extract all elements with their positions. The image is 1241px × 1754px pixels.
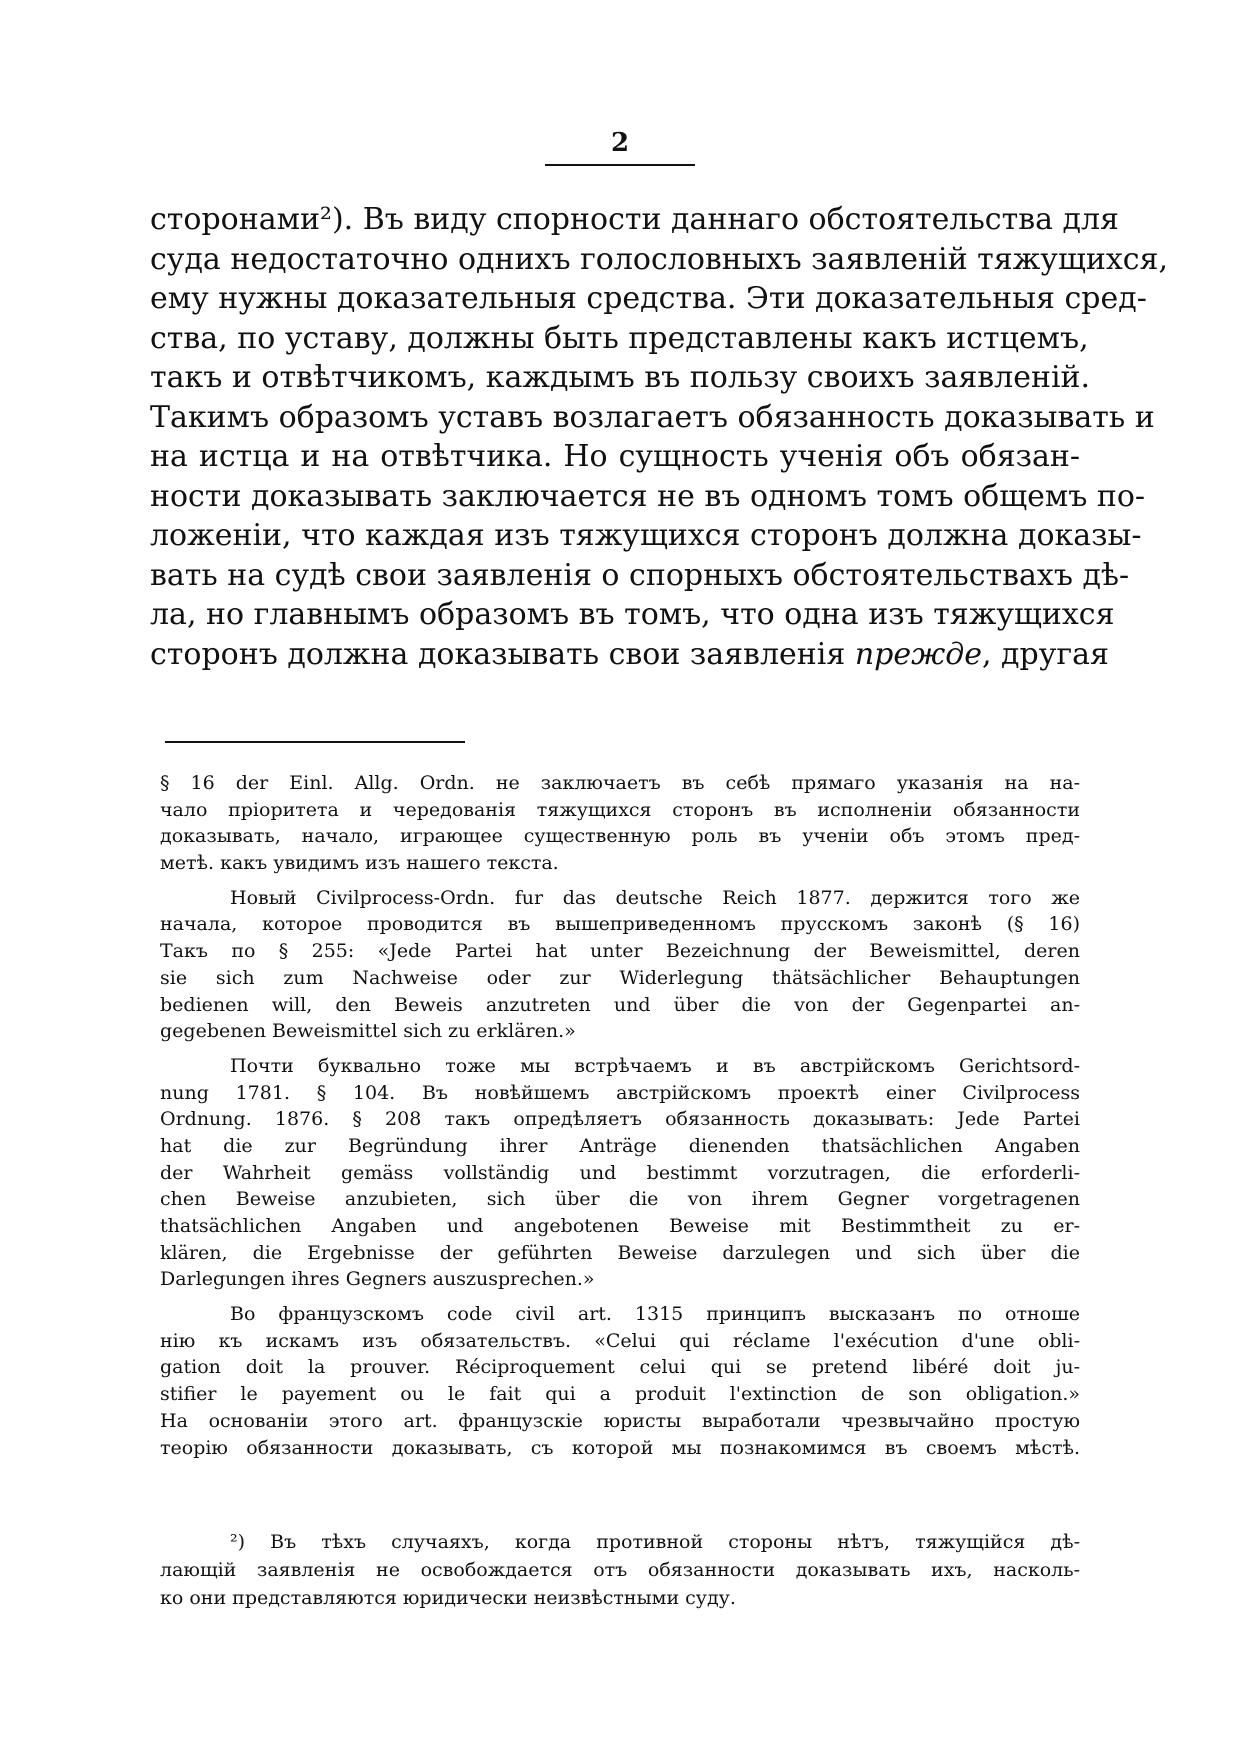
note-line: klären, die Ergebnisse der geführten Beweise darzulegen und sich über die [160, 1241, 1080, 1264]
note-line: Почти буквально тоже мы встрѣчаемъ и въ австрійскомъ Gerichtsord- [230, 1054, 1080, 1077]
note-line: Ordnung. 1876. § 208 такъ опредѣляетъ обязанность доказывать: Jede Partei [160, 1108, 1080, 1131]
note-line: gegebenen Beweismittel sich zu erklären.» [160, 1020, 576, 1043]
footnote [160, 1528, 1080, 1612]
note-line: sie sich zum Nachweise oder zur Widerlegung thätsächlicher Behauptungen [160, 966, 1080, 989]
main-text-line: ности доказывать заключается не въ одномъ томъ общемъ по- [150, 478, 1146, 514]
note-line: На основаніи этого art. французскіе юристы выработали чрезвычайно простую [160, 1409, 1080, 1432]
note-paragraph [160, 1053, 1080, 1293]
note-line: метѣ. какъ увидимъ изъ нашего текста. [160, 852, 559, 875]
main-text-line: ства, по уставу, должны быть представлены какъ истцемъ, [150, 320, 1089, 356]
header-rule [545, 164, 695, 166]
note-line: чало пріоритета и чередованія тяжущихся сторонъ въ исполненіи обязанности [160, 798, 1080, 821]
main-text-last-line [150, 635, 1109, 675]
note-line: stifier le payement ou le fait qui a produit l'extinction de son obligation.» [160, 1383, 1080, 1406]
note-line: Во французскомъ code civil art. 1315 принципъ высказанъ по отноше [230, 1303, 1080, 1326]
main-text-line: вать на судѣ свои заявленія о спорныхъ обстоятельствахъ дѣ- [150, 557, 1130, 593]
main-text-segment: сторонъ должна доказывать свои заявленія [150, 636, 855, 672]
note-line: bedienen will, den Beweis anzutreten und über die von der Gegenpartei an- [160, 993, 1080, 1016]
note-line: доказывать, начало, играющее существенную роль въ ученіи объ этомъ пред- [160, 825, 1080, 848]
footnote-line: ко они представляются юридически неизвѣстными суду. [160, 1587, 736, 1609]
footnote-line: лающій заявленія не освобождается отъ обязанности доказывать ихъ, насколь- [160, 1559, 1080, 1581]
main-text-line: ложеніи, что каждая изъ тяжущихся сторонъ должна доказы- [150, 518, 1142, 553]
notes-block [160, 770, 1080, 1463]
main-text-line: ему нужны доказательныя средства. Эти доказательныя сред- [150, 281, 1147, 316]
main-text-line: суда недостаточно однихъ голословныхъ заявленій тяжущихся, [150, 241, 1169, 277]
note-line: Darlegungen ihres Gegners auszusprechen.» [160, 1268, 595, 1291]
footnote-line: ²) Въ тѣхъ случаяхъ, когда противной стороны нѣтъ, тяжущійся дѣ- [230, 1531, 1080, 1553]
main-text-line: ла, но главнымъ образомъ въ томъ, что одна изъ тяжущихся [150, 597, 1115, 632]
main-text [150, 200, 1169, 674]
emphasized-word: прежде [854, 636, 982, 672]
note-line: thatsächlichen Angaben und angebotenen Beweise mit Bestimmtheit zu er- [160, 1215, 1080, 1237]
note-line: hat die zur Begründung ihrer Anträge dienenden thatsächlichen Angaben [160, 1134, 1080, 1157]
note-paragraph [160, 885, 1080, 1045]
main-text-line: на истца и на отвѣтчика. Но сущность ученія объ обязан- [150, 439, 1080, 474]
note-line: gation doit la prouver. Réciproquement celui qui se pretend libéré doit ju- [160, 1356, 1080, 1379]
note-line: Такъ по § 255: «Jede Partei hat unter Bezeichnung der Beweismittel, deren [160, 940, 1080, 963]
main-text-line: сторонами²). Въ виду спорности даннаго обстоятельства для [150, 202, 1119, 237]
footnote-rule [165, 741, 465, 743]
note-line: nung 1781. § 104. Въ новѣйшемъ австрійскомъ проектѣ einer Civilprocess [160, 1081, 1080, 1104]
note-paragraph [160, 770, 1080, 877]
main-text-line: Такимъ образомъ уставъ возлагаетъ обязанность доказывать и [150, 399, 1155, 435]
note-line: Новый Civilprocess-Ordn. fur das deutsche Reich 1877. держится того же [230, 886, 1080, 909]
note-line: нію къ искамъ изъ обязательствъ. «Celui qui réclame l'exécution d'une obli- [160, 1329, 1080, 1352]
note-line: chen Beweise anzubieten, sich über die von ihrem Gegner vorgetragenen [160, 1188, 1080, 1211]
page-number: 2 [610, 128, 630, 158]
note-line: § 16 der Einl. Allg. Ordn. не заключаетъ въ себѣ прямаго указанія на на- [160, 772, 1080, 794]
note-line: der Wahrheit gemäss vollständig und bestimmt vorzutragen, die erforderli- [160, 1161, 1080, 1184]
main-text-segment: , другая [981, 636, 1109, 672]
note-line: теорію обязанности доказывать, съ которой мы познакомимся въ своемъ мѣстѣ. [160, 1436, 1080, 1459]
note-line: начала, которое проводится въ вышеприведенномъ прусскомъ законѣ (§ 16) [160, 913, 1080, 936]
main-text-line: такъ и отвѣтчикомъ, каждымъ въ пользу своихъ заявленій. [150, 360, 1091, 395]
note-paragraph [160, 1301, 1080, 1461]
